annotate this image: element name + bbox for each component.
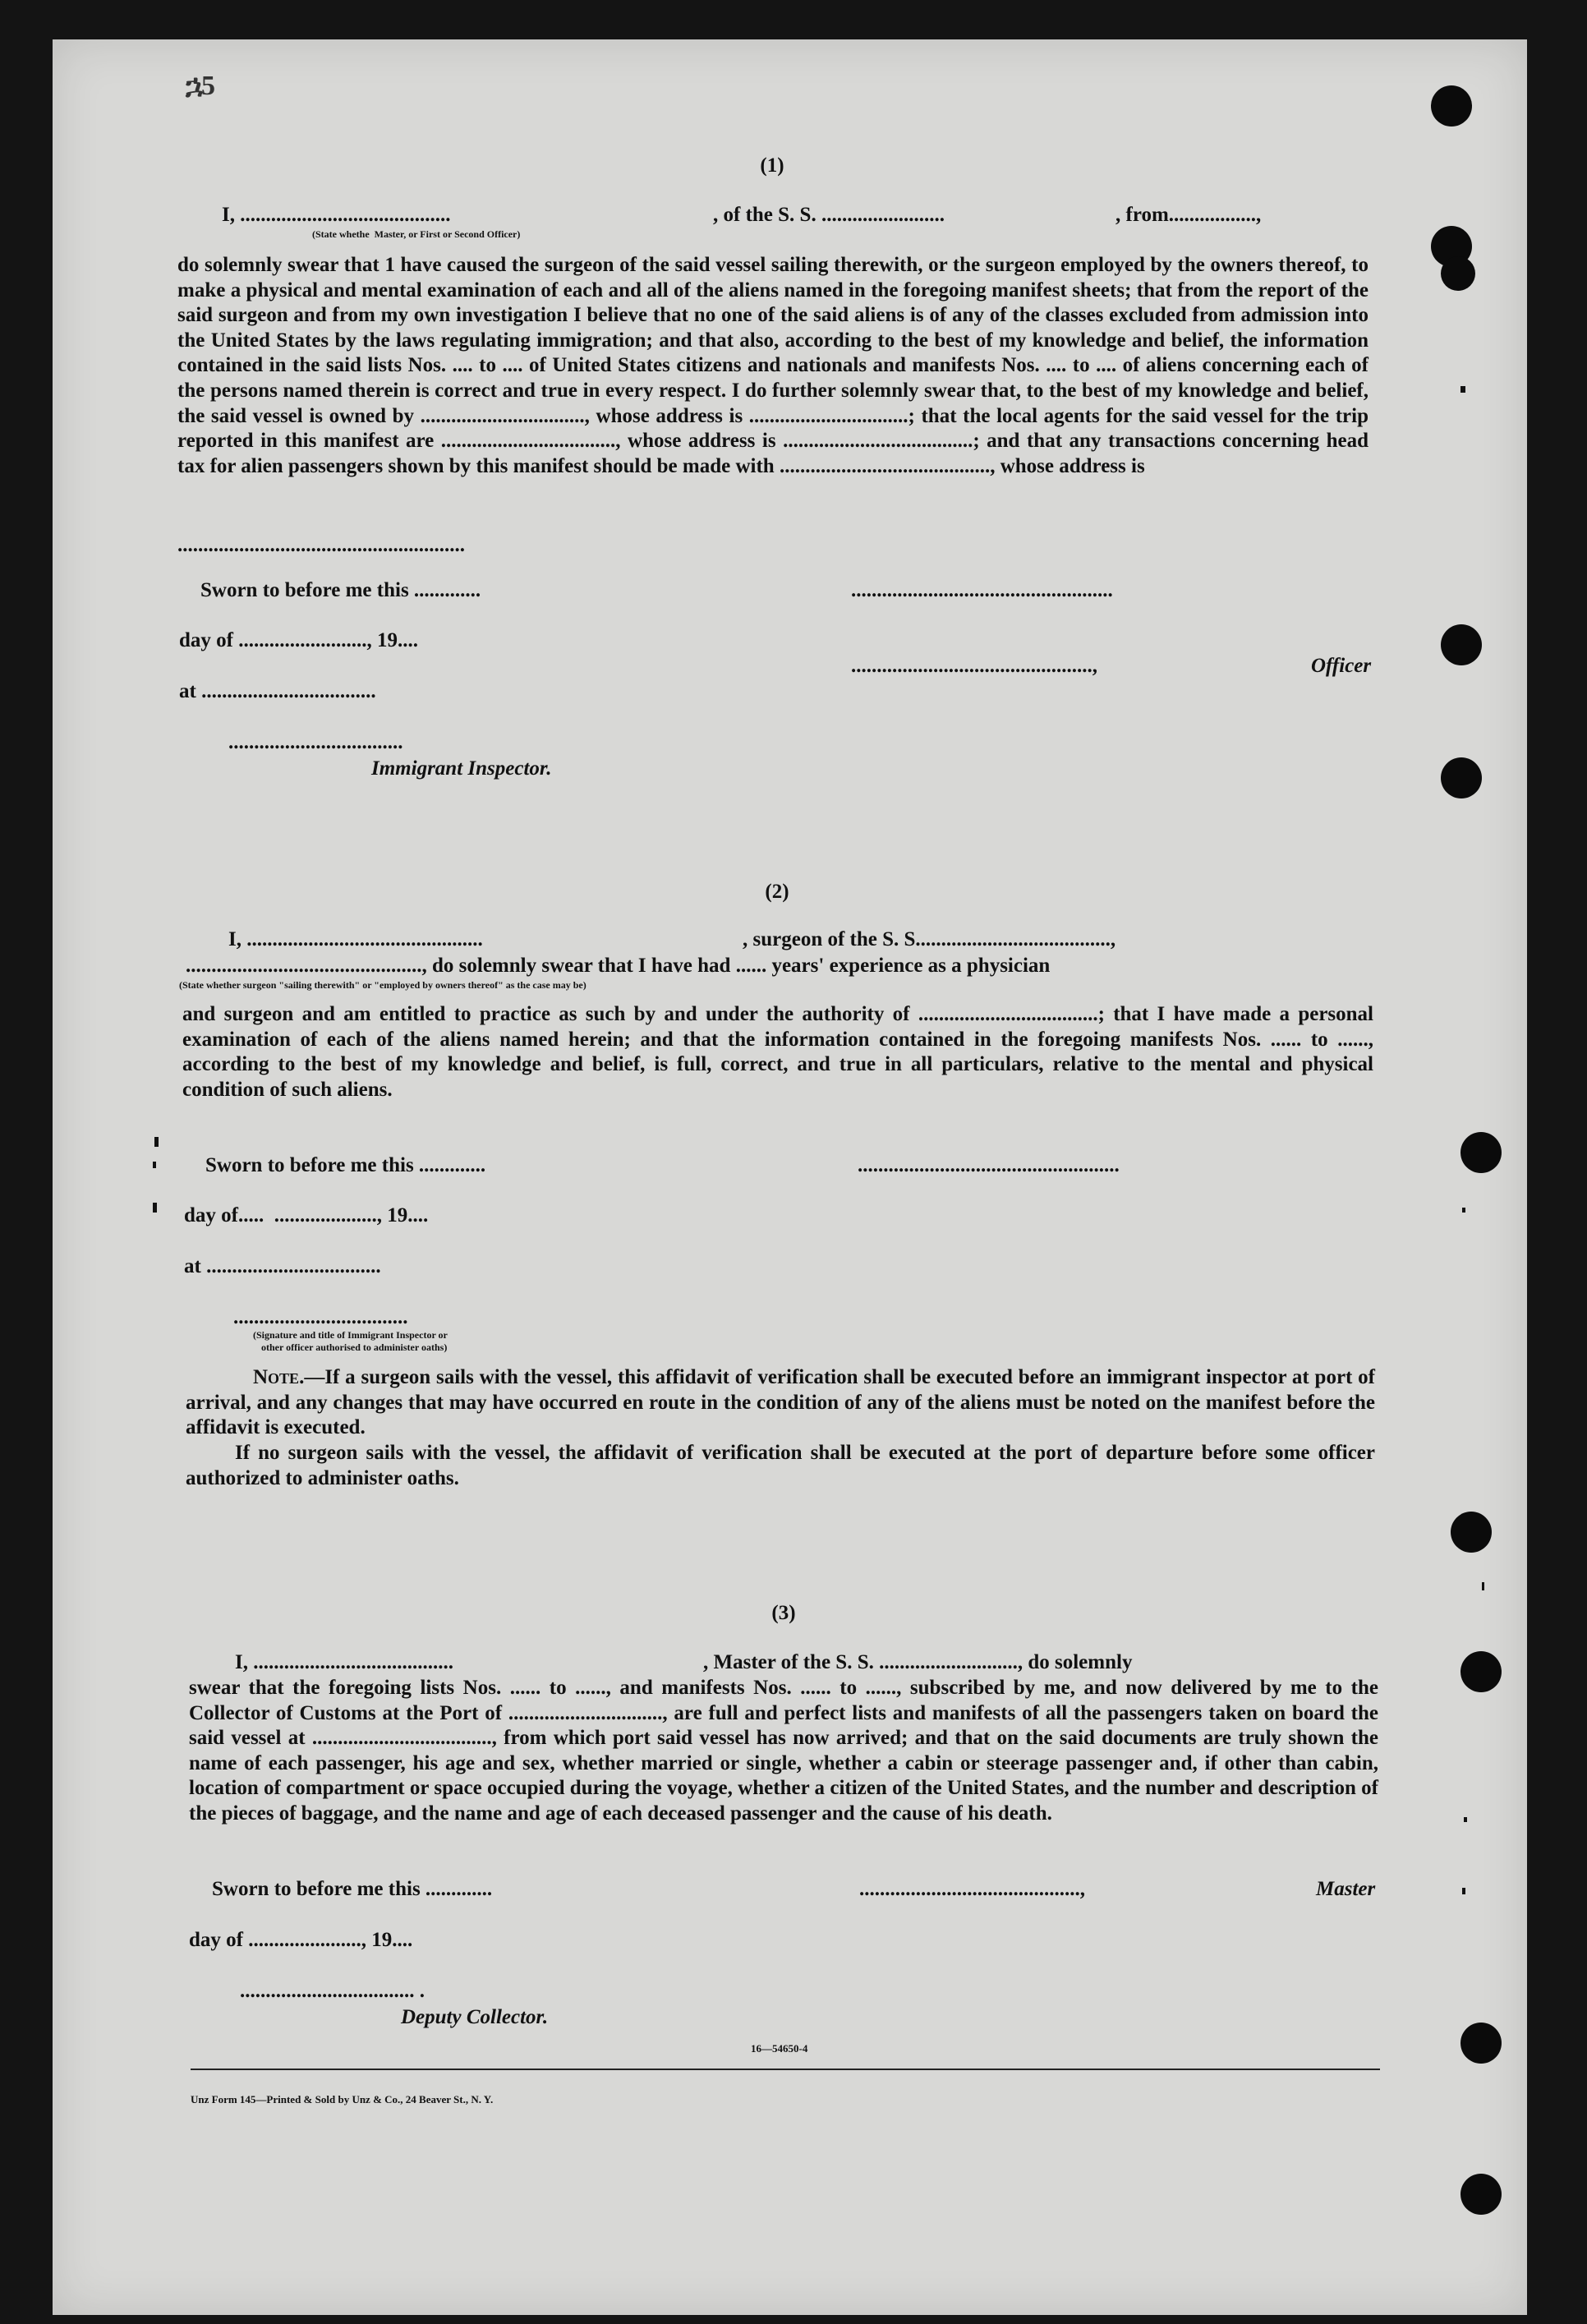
footer-divider (191, 2069, 1380, 2070)
punch-hole (1441, 256, 1475, 291)
section-2-note (186, 1365, 1375, 1441)
scan-mark (153, 1162, 156, 1168)
section-1-day: day of ........................., 19.... (179, 629, 418, 651)
section-2-day: day of..... ...................., 19.... (184, 1204, 429, 1226)
section-1-officer-label: Officer (1311, 655, 1372, 677)
section-3-master-label: Master (1316, 1878, 1376, 1900)
section-1-ship-field: , of the S. S. ........................ (713, 204, 945, 226)
section-1-number: (1) (760, 154, 784, 177)
punch-hole (1460, 2023, 1502, 2064)
section-3-signature-line: .................................. . (240, 1980, 425, 2002)
corner-mark: ኋ5 (186, 71, 214, 101)
section-2-oath-text: and surgeon and am entitled to practice as such by and under the authority of ...................................; that I have made a personal examination of each of the aliens named herein; and that the information contained in the foregoing manifests Nos. ...... to ......, according to the best of my knowledge and belief, is full, correct, and true in all particulars, relative to the mental and physical condition of such aliens. (182, 1003, 1373, 1101)
punch-hole (1460, 2174, 1502, 2215)
footer-imprint: Unz Form 145—Printed & Sold by Unz & Co., 24 Beaver St., N. Y. (191, 2093, 494, 2105)
section-1-right-signature-line: ................................................... (851, 579, 1113, 601)
section-3-sworn: Sworn to before me this ............. (212, 1878, 493, 1900)
section-2-name-field: I, .............................................. (228, 928, 483, 950)
scan-mark (1462, 1888, 1465, 1894)
scan-mark (153, 1203, 157, 1213)
section-1-sworn: Sworn to before me this ............. (200, 579, 481, 601)
punch-hole (1441, 624, 1482, 665)
section-3-name-field: I, ....................................... (235, 1651, 453, 1673)
section-1-at: at .................................. (179, 680, 376, 702)
section-3-number: (3) (771, 1602, 796, 1624)
scan-mark (1460, 386, 1465, 393)
scan-mark (1464, 1817, 1467, 1822)
scan-mark (154, 1137, 159, 1147)
section-1-signature-line: .................................. (228, 731, 403, 753)
punch-hole (1460, 1132, 1502, 1173)
scan-mark (1462, 1208, 1465, 1213)
section-1-officer-line: ..............................................., (851, 655, 1103, 677)
section-1-officer-note: (State whethe Master, or First or Second Officer) (312, 228, 521, 240)
section-2-signature-note-2: other officer authorised to administer oaths) (261, 1341, 448, 1353)
form-code: 16—54650-4 (751, 2042, 808, 2055)
section-1-from-field: , from................., (1116, 204, 1262, 226)
section-2-surgeon-note: (State whether surgeon "sailing therewith" or "employed by owners thereof" as the case may be) (179, 979, 586, 991)
punch-hole (1431, 85, 1472, 127)
section-1-oath-text: do solemnly swear that 1 have caused the surgeon of the said vessel sailing therewith, or the surgeon employed by the owners thereof, to make a physical and mental examination of each and all of the aliens named in the foregoing manifest sheets; that from the report of the said surgeon and from my own investigation I believe that no one of the said aliens is of any of the classes excluded from admission into the United States by the laws regulating immigration; and that also, according to the best of my knowledge and belief, the information contained in the said lists Nos. .... to .... of United States citizens and nationals and manifests Nos. .... to .... of aliens concerning each of the persons named therein is correct and true in every respect. I do further solemnly swear that, to the best of my knowledge and belief, the said vessel is owned by ................................, whose address is ...............................; that the local agents for the said vessel for the trip reported in this manifest are .................................., whose address is .....................................; and that any transactions concerning head tax for alien passengers shown by this manifest should be made with ........................................., whose address is (177, 254, 1368, 477)
section-3-day: day of ......................, 19.... (189, 1929, 413, 1951)
section-2-sworn: Sworn to before me this ............. (205, 1154, 486, 1176)
section-3-ship-field: , Master of the S. S. ..........................., do solemnly (703, 1651, 1133, 1673)
section-2-note-2: If no surgeon sails with the vessel, the affidavit of verification shall be executed at the port of departure before some officer authorized to administer oaths. (186, 1442, 1375, 1489)
section-2-number: (2) (765, 881, 789, 903)
punch-hole (1451, 1512, 1492, 1553)
section-2-signature-line: .................................. (233, 1306, 408, 1328)
section-2-right-signature-line: ................................................... (858, 1154, 1120, 1176)
section-3-master-line: ..........................................., (859, 1878, 1091, 1900)
section-1-inspector-label: Immigrant Inspector. (371, 757, 552, 780)
section-3-collector-label: Deputy Collector. (401, 2006, 549, 2028)
punch-hole (1460, 1651, 1502, 1692)
section-2-at: at .................................. (184, 1255, 381, 1277)
section-2-ship-field: , surgeon of the S. S......................................, (743, 928, 1116, 950)
section-2-signature-note-1: (Signature and title of Immigrant Inspector or (253, 1329, 448, 1341)
section-2-experience-line: .............................................., do solemnly swear that I have had ...... years' experience as a physician (186, 955, 1051, 977)
note-lead: Note. (253, 1366, 305, 1388)
section-3-oath-text: swear that the foregoing lists Nos. ...... to ......, and manifests Nos. ...... to ......, subscribed by me, and now delivered by me to the Collector of Customs at the Port of .............................., are full and perfect lists and manifests of all the passengers taken on board the said vessel at ..................................., from which port said vessel has now arrived; and that on the said documents are truly shown the name of each passenger, his age and sex, whether married or single, whether a cabin or steerage passenger and, if other than cabin, location of compartment or space occupied during the voyage, whether a citizen of the United States, and the number and description of the pieces of baggage, and the name and age of each deceased passenger and the cause of his death. (189, 1677, 1378, 1825)
scan-mark (1482, 1582, 1484, 1590)
section-1-name-field: I, ......................................... (222, 204, 451, 226)
punch-hole (1441, 757, 1482, 798)
note-text: —If a surgeon sails with the vessel, this affidavit of verification shall be executed before an immigrant inspector at port of arrival, and any changes that may have occurred en route in the condition of any of the aliens must be noted on the manifest before the affidavit is executed. (186, 1366, 1375, 1439)
section-1-body-tail: ........................................................ (177, 534, 465, 556)
